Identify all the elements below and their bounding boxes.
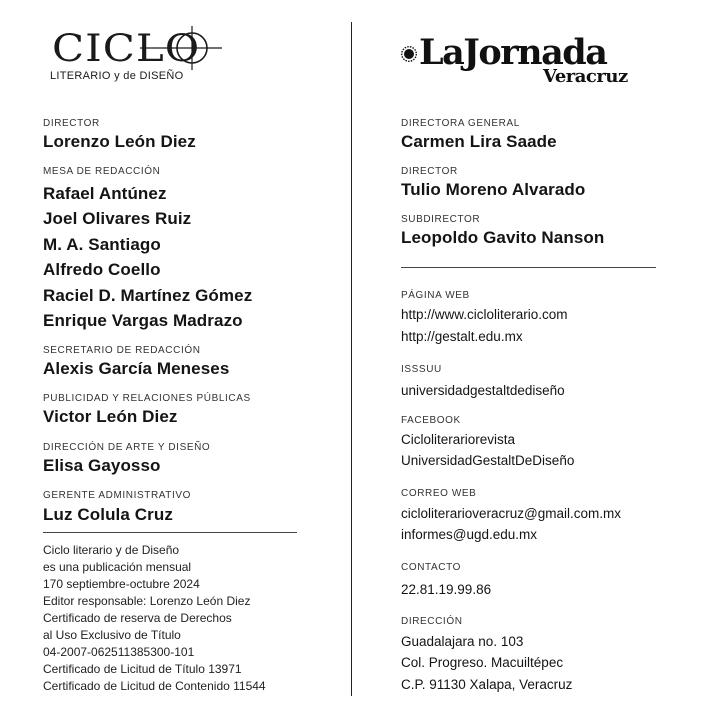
web-link[interactable]: http://gestalt.edu.mx [401, 329, 523, 344]
la-jornada-word: LaJornada [419, 32, 607, 73]
address-line: Col. Progreso. Macuiltépec [401, 655, 564, 670]
colophon-line: Editor responsable: Lorenzo León Diez [43, 594, 251, 608]
ciclo-logo-word: CICLO [52, 26, 201, 71]
phone-value: 22.81.19.99.86 [401, 582, 492, 597]
colophon-line: es una publicación mensual [43, 560, 192, 574]
colophon-line: Certificado de Licitud de Contenido 11544 [43, 679, 266, 693]
secretario-name: Alexis García Meneses [43, 359, 230, 378]
correo-label: CORREO WEB [401, 488, 477, 499]
arte-label: DIRECCIÓN DE ARTE Y DISEÑO [43, 442, 211, 453]
facebook-label: FACEBOOK [401, 415, 461, 426]
directora-label: DIRECTORA GENERAL [401, 118, 520, 129]
email-link[interactable]: cicloliterarioveracruz@gmail.com.mx [401, 506, 622, 521]
web-link[interactable]: http://www.cicloliterario.com [401, 307, 568, 322]
secretario-label: SECRETARIO DE REDACCIÓN [43, 345, 201, 356]
right-divider [401, 267, 656, 268]
gerente-label: GERENTE ADMINISTRATIVO [43, 490, 192, 501]
colophon-line: Ciclo literario y de Diseño [43, 543, 180, 557]
direccion-label: DIRECCIÓN [401, 616, 463, 627]
issuu-label: ISSSUU [401, 364, 442, 375]
facebook-value: UniversidadGestaltDeDiseño [401, 453, 575, 468]
web-label: PÁGINA WEB [401, 290, 470, 301]
left-divider [43, 532, 297, 533]
arte-name: Elisa Gayosso [43, 456, 161, 475]
email-link[interactable]: informes@ugd.edu.mx [401, 527, 538, 542]
colophon-line: Certificado de reserva de Derechos [43, 611, 232, 625]
facebook-value: Cicloliterariorevista [401, 432, 516, 447]
director-name: Lorenzo León Diez [43, 132, 196, 151]
mesa-label: MESA DE REDACCIÓN [43, 166, 161, 177]
gerente-name: Luz Colula Cruz [43, 505, 173, 524]
publicidad-label: PUBLICIDAD Y RELACIONES PÚBLICAS [43, 393, 251, 404]
address-line: C.P. 91130 Xalapa, Veracruz [401, 677, 573, 692]
director-label: DIRECTOR [43, 118, 100, 129]
subdirector-label: SUBDIRECTOR [401, 214, 481, 225]
colophon-line: 170 septiembre-octubre 2024 [43, 577, 200, 591]
ciclo-logo-subtitle: LITERARIO y de DISEÑO [50, 70, 184, 82]
la-jornada-subtitle: Veracruz [543, 66, 628, 87]
director-label: DIRECTOR [401, 166, 458, 177]
subdirector-name: Leopoldo Gavito Nanson [401, 228, 605, 247]
colophon-line: Certificado de Licitud de Título 13971 [43, 662, 242, 676]
publicidad-name: Victor León Diez [43, 407, 178, 426]
colophon-line: 04-2007-062511385300-101 [43, 645, 195, 659]
mesa-name: Enrique Vargas Madrazo [43, 311, 243, 330]
mesa-name: Joel Olivares Ruiz [43, 209, 192, 228]
la-jornada-logo [401, 34, 641, 90]
contacto-label: CONTACTO [401, 562, 461, 573]
mesa-name: Rafael Antúnez [43, 184, 167, 203]
address-line: Guadalajara no. 103 [401, 634, 524, 649]
mesa-name: Alfredo Coello [43, 260, 161, 279]
director-name: Tulio Moreno Alvarado [401, 180, 586, 199]
issuu-value: universidadgestaltdediseño [401, 383, 565, 398]
sun-mark-icon [401, 46, 417, 62]
ciclo-literario-logo [44, 24, 224, 88]
mesa-name: M. A. Santiago [43, 235, 161, 254]
mesa-name: Raciel D. Martínez Gómez [43, 286, 253, 305]
directora-name: Carmen Lira Saade [401, 132, 557, 151]
column-divider [351, 22, 352, 696]
colophon-line: al Uso Exclusivo de Título [43, 628, 181, 642]
